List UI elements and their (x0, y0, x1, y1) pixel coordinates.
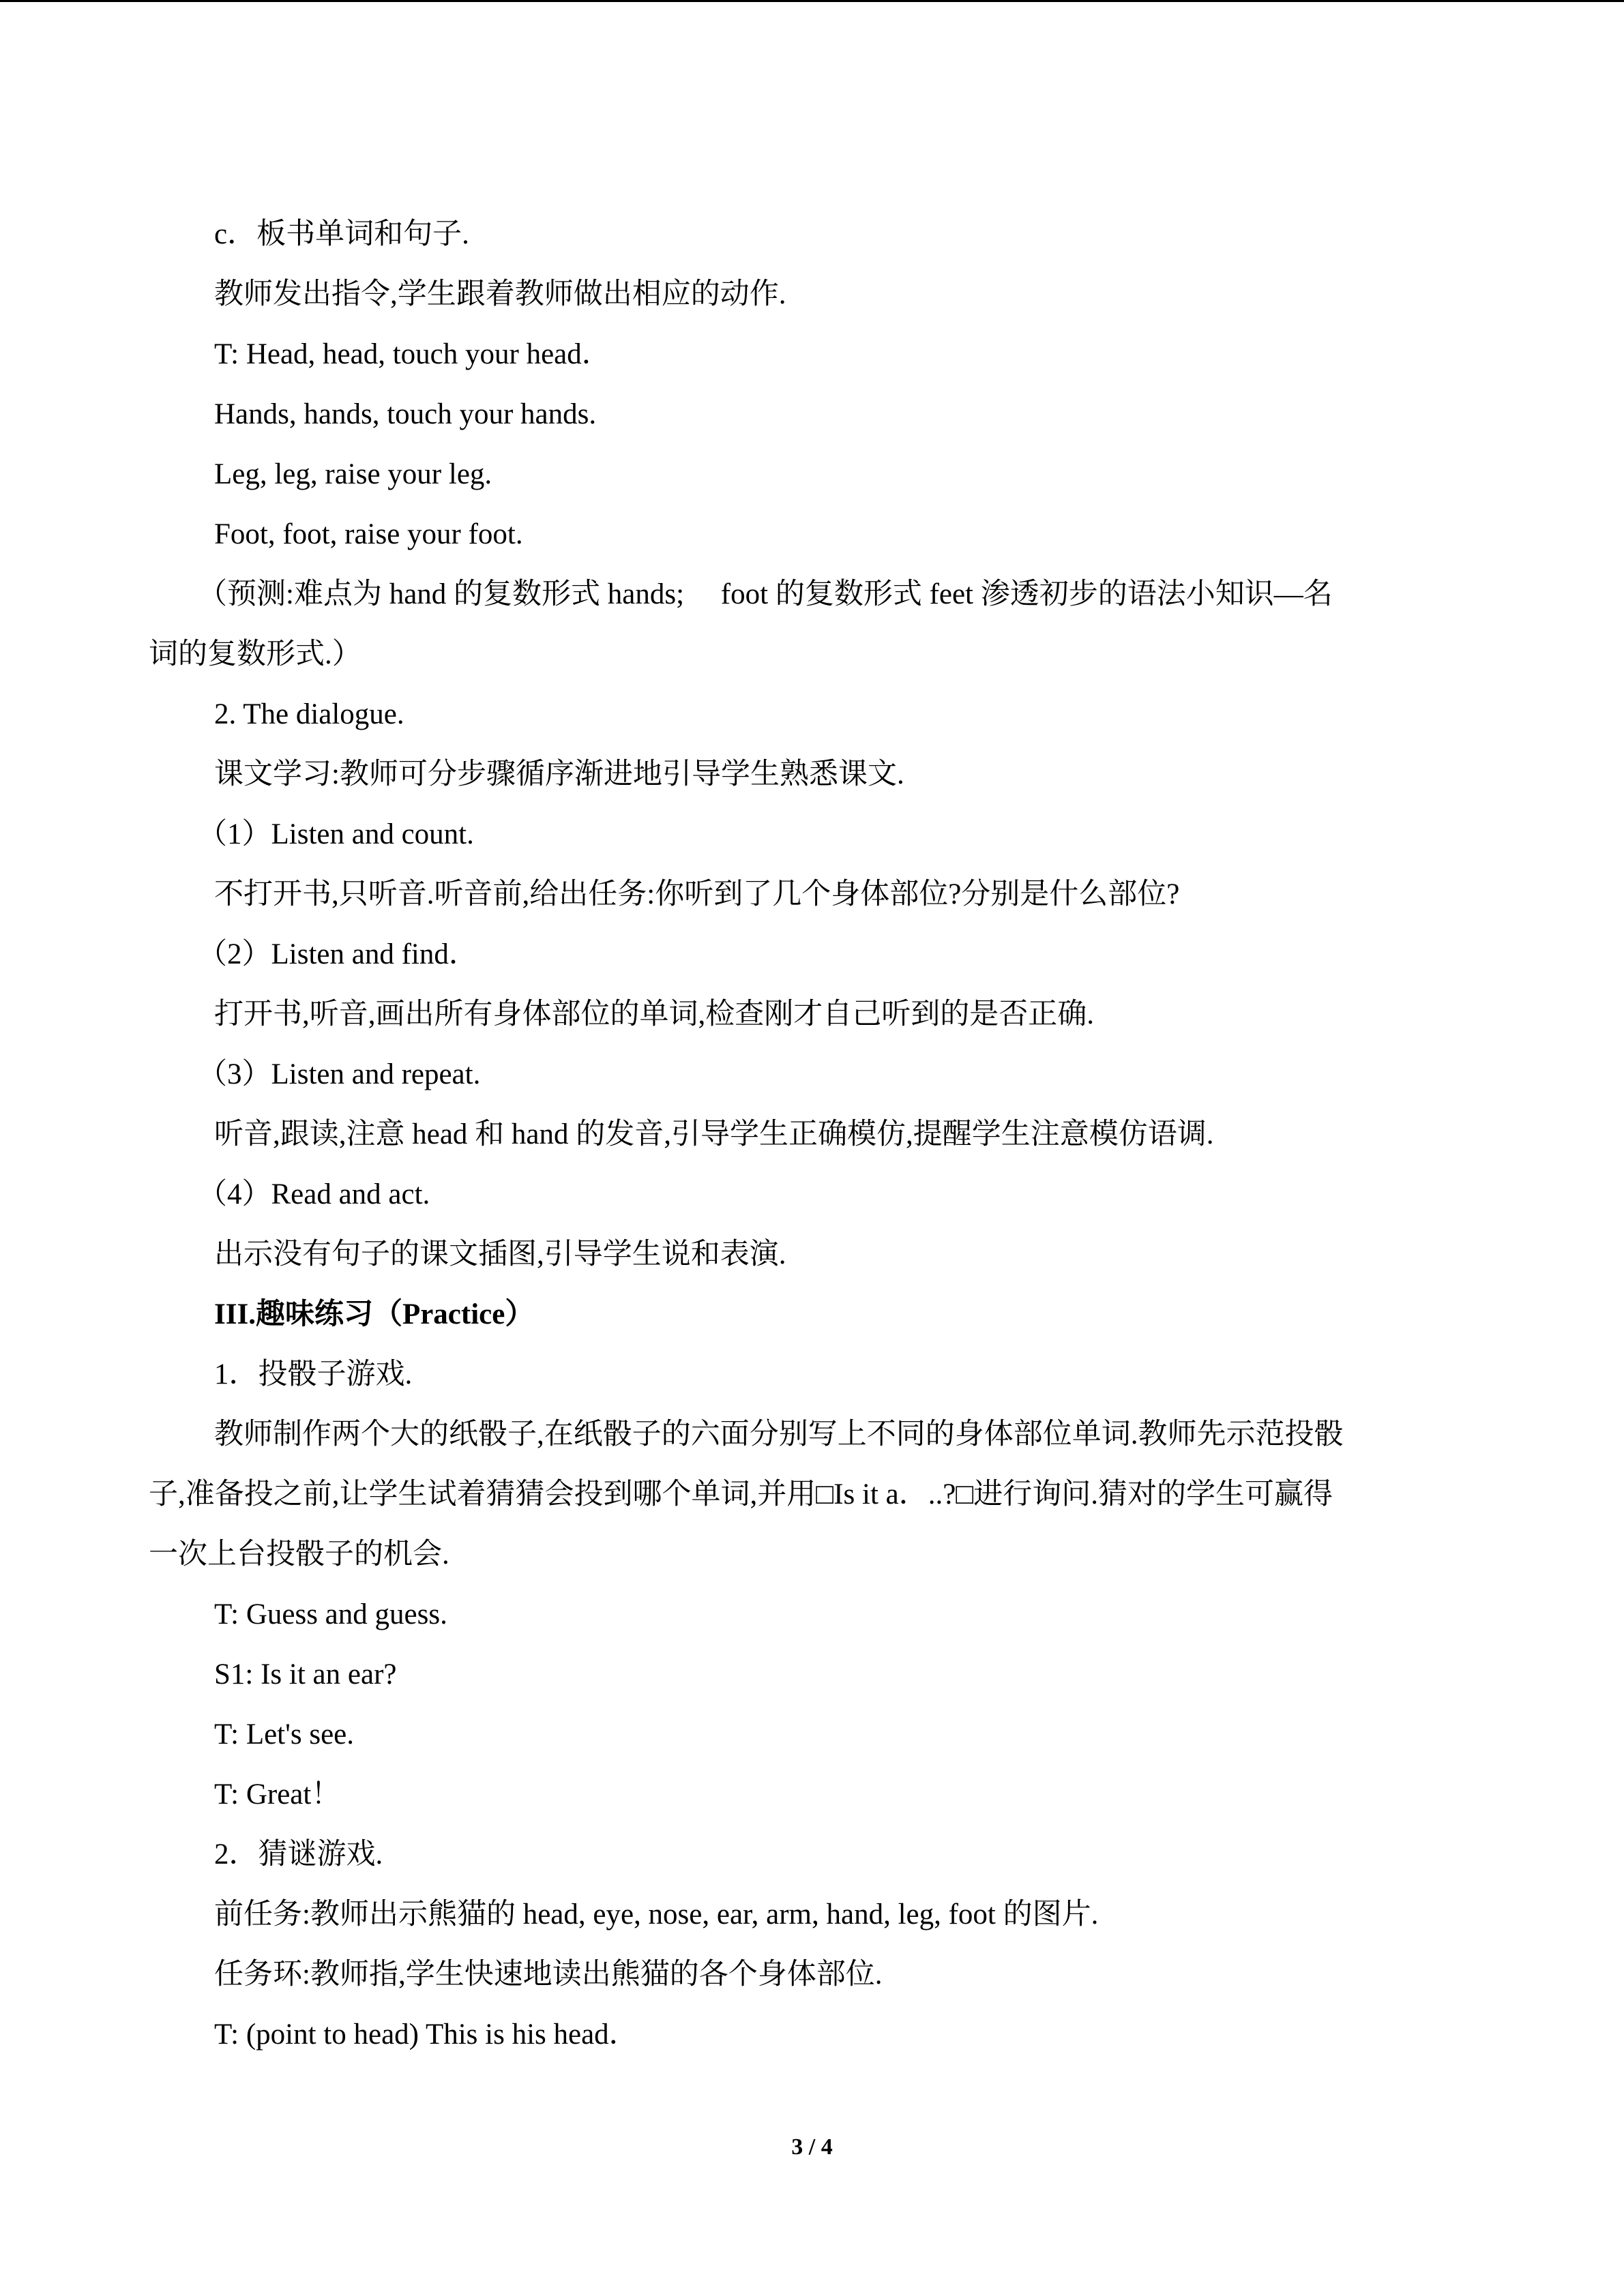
section-heading: III.趣味练习（Practice） (214, 1298, 535, 1330)
text-line: （3）Listen and repeat. (198, 1058, 481, 1090)
text-line: T: Great！ (214, 1778, 341, 1810)
text-line: 2．猜谜游戏. (214, 1838, 383, 1870)
text-line: Foot, foot, raise your foot. (214, 518, 523, 550)
text-line: T: Head, head, touch your head． (214, 338, 611, 370)
text-line: 出示没有句子的课文插图,引导学生说和表演. (214, 1238, 786, 1270)
text-line: 一次上台投骰子的机会. (149, 1538, 449, 1570)
text-line: 前任务:教师出示熊猫的 head, eye, nose, ear, arm, hand, leg, foot 的图片. (214, 1898, 1099, 1930)
text-line: 教师制作两个大的纸骰子,在纸骰子的六面分别写上不同的身体部位单词.教师先示范投骰 (214, 1418, 1344, 1450)
text-line: （4）Read and act. (198, 1178, 430, 1210)
text-line: T: Let's see. (214, 1718, 355, 1750)
text-line: S1: Is it an ear? (214, 1658, 397, 1690)
text-line: 1．投骰子游戏. (214, 1358, 413, 1390)
top-border-line (0, 0, 1624, 2)
text-line: （2）Listen and find． (198, 938, 478, 970)
text-line: 2. The dialogue. (214, 698, 404, 730)
page-number: 3 / 4 (791, 2134, 833, 2160)
text-line: 课文学习:教师可分步骤循序渐进地引导学生熟悉课文. (214, 758, 904, 790)
text-line: 不打开书,只听音.听音前,给出任务:你听到了几个身体部位?分别是什么部位? (214, 878, 1180, 910)
text-line: Hands, hands, touch your hands. (214, 398, 597, 430)
text-line: 打开书,听音,画出所有身体部位的单词,检查刚才自己听到的是否正确. (214, 998, 1094, 1030)
text-line: 子,准备投之前,让学生试着猜猜会投到哪个单词,并用□Is it a．..?□进行询问.猜对的学生可赢得 (149, 1478, 1333, 1510)
text-line: 任务环:教师指,学生快速地读出熊猫的各个身体部位. (214, 1958, 883, 1991)
text-line: Leg, leg, raise your leg. (214, 458, 492, 490)
text-line: T: (point to head) This is his head． (214, 2018, 638, 2051)
text-line: c．板书单词和句子. (214, 218, 469, 250)
document-body (149, 205, 1479, 2065)
text-line: （1）Listen and count. (198, 818, 474, 850)
text-line: 教师发出指令,学生跟着教师做出相应的动作. (214, 278, 786, 310)
text-line: （预测:难点为 hand 的复数形式 hands; foot 的复数形式 feet 渗透初步的语法小知识—名 (198, 578, 1333, 610)
text-line: 词的复数形式.） (149, 638, 361, 670)
text-line: 听音,跟读,注意 head 和 hand 的发音,引导学生正确模仿,提醒学生注意模仿语调. (214, 1118, 1214, 1150)
text-line: T: Guess and guess. (214, 1598, 447, 1630)
